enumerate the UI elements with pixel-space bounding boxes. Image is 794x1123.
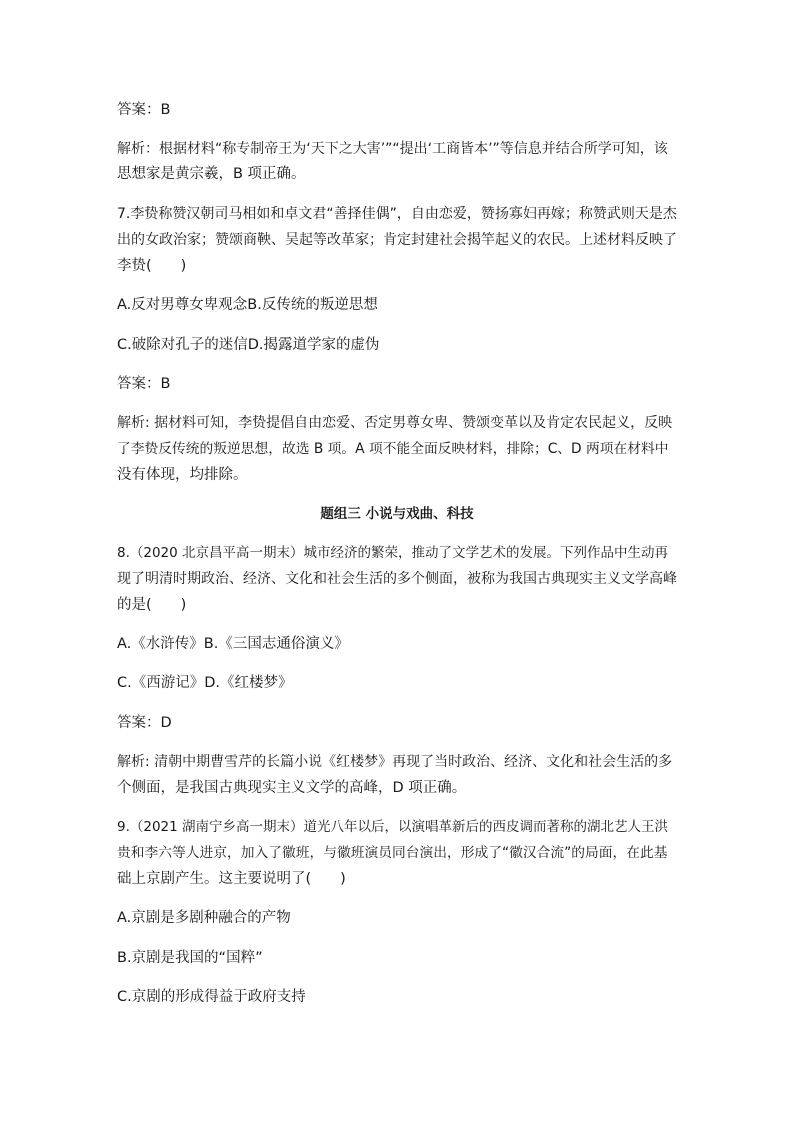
question-8-options-ab: A.《水浒传》B.《三国志通俗演义》 — [117, 636, 349, 652]
explanation-6-line-1: 解析：根据材料“称专制帝王为‘天下之大害’”“提出‘工商皆本’”等信息并结合所学可知，该 — [117, 141, 668, 157]
explanation-7-line-3: 没有体现，均排除。 — [117, 467, 248, 483]
question-8-line-3: 的是( ) — [117, 597, 187, 613]
answer-7: 答案：B — [117, 376, 171, 392]
question-7-line-2: 出的女政治家；赞颂商鞅、吴起等改革家；肯定封建社会揭竿起义的农民。上述材料反映了 — [117, 232, 677, 248]
answer-6: 答案：B — [117, 102, 171, 118]
question-7-options-cd: C.破除对孔子的迷信D.揭露道学家的虚伪 — [117, 337, 380, 353]
explanation-7-line-2: 了李贽反传统的叛逆思想，故选 B 项。A 项不能全面反映材料，排除；C、D 两项在材料中 — [117, 441, 669, 457]
explanation-7-line-1: 解析: 据材料可知，李贽提倡自由恋爱、否定男尊女卑、赞颂变革以及肯定农民起义，反映 — [117, 415, 673, 431]
question-9-line-2: 贵和李六等人进京，加入了徽班，与徽班演员同台演出，形成了“徽汉合流”的局面，在此基 — [117, 845, 668, 861]
answer-8: 答案：D — [117, 715, 172, 731]
question-7-options-ab: A.反对男尊女卑观念B.反传统的叛逆思想 — [117, 297, 378, 313]
question-9-option-b: B.京剧是我国的“国粹” — [117, 950, 263, 966]
explanation-8-line-2: 个侧面，是我国古典现实主义文学的高峰，D 项正确。 — [117, 780, 467, 796]
explanation-8-line-1: 解析: 清朝中期曹雪芹的长篇小说《红楼梦》再现了当时政治、经济、文化和社会生活的多 — [117, 754, 673, 770]
question-9-line-1: 9.（2021 湖南宁乡高一期末）道光八年以后，以演唱革新后的西皮调而著称的湖北艺人王洪 — [117, 819, 669, 835]
question-7-line-1: 7.李贽称赞汉朝司马相如和卓文君“善择佳偶”，自由恋爱，赞扬寡妇再嫁；称赞武则天是杰 — [117, 206, 677, 222]
explanation-6-line-2: 思想家是黄宗羲，B 项正确。 — [117, 166, 306, 182]
question-8-line-2: 现了明清时期政治、经济、文化和社会生活的多个侧面，被称为我国古典现实主义文学高峰 — [117, 571, 677, 587]
question-7-line-3: 李贽( ) — [117, 258, 187, 274]
section-heading: 题组三 小说与戏曲、科技 — [320, 506, 474, 522]
question-8-line-1: 8.（2020 北京昌平高一期末）城市经济的繁荣，推动了文学艺术的发展。下列作品中生动再 — [117, 545, 669, 561]
question-9-option-c: C.京剧的形成得益于政府支持 — [117, 989, 306, 1005]
question-8-options-cd: C.《西游记》D.《红楼梦》 — [117, 675, 293, 691]
question-9-line-3: 础上京剧产生。这主要说明了( ) — [117, 871, 346, 887]
question-9-option-a: A.京剧是多剧种融合的产物 — [117, 910, 291, 926]
